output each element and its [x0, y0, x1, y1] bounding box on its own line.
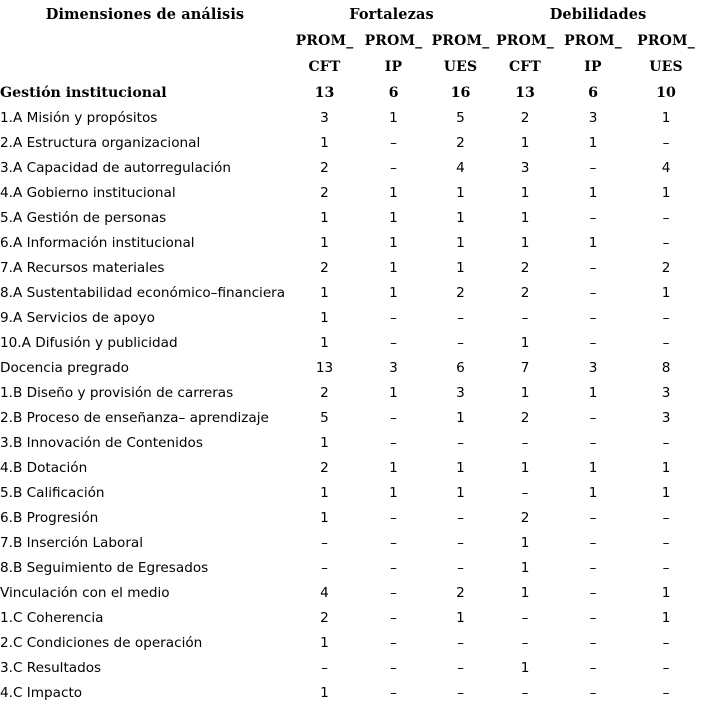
row-value: 1 [389, 184, 398, 201]
row-value: – [457, 434, 464, 451]
row-value: – [589, 259, 597, 276]
row-value: 1 [588, 184, 598, 201]
table-body [0, 80, 703, 705]
row-value: 6 [588, 84, 598, 101]
row-value: 5 [456, 109, 465, 126]
row-label: Docencia pregrado [0, 359, 129, 376]
row-value: – [390, 559, 397, 576]
row-label: 3.B Innovación de Contenidos [0, 434, 203, 451]
row-value: – [521, 609, 529, 626]
row-value: 16 [450, 84, 471, 101]
row-value: – [662, 234, 670, 251]
row-value: – [662, 309, 670, 326]
table-row [0, 405, 703, 430]
row-value: – [589, 634, 597, 651]
row-value: 1 [320, 434, 329, 451]
table-row [0, 505, 703, 530]
row-label: 1.A Misión y propósitos [0, 109, 158, 126]
row-value: 1 [588, 459, 598, 476]
row-value: 1 [661, 609, 671, 626]
row-value: 1 [661, 459, 671, 476]
row-value: – [589, 534, 597, 551]
row-value: 1 [320, 234, 329, 251]
row-value: 2 [320, 609, 329, 626]
row-value: 1 [520, 334, 530, 351]
table-header [0, 0, 703, 80]
table-row [0, 255, 703, 280]
row-value: 1 [520, 659, 530, 676]
row-value: 3 [661, 384, 671, 401]
table-row [0, 105, 703, 130]
table-row [0, 605, 703, 630]
subheader-fortalezas-ues-line2: UES [443, 59, 478, 75]
row-value: 3 [588, 109, 598, 126]
row-value: – [390, 609, 397, 626]
row-value: 2 [320, 459, 329, 476]
row-value: – [589, 434, 597, 451]
row-value: 8 [661, 359, 671, 376]
row-value: 1 [389, 459, 398, 476]
table-row [0, 480, 703, 505]
row-value: – [521, 309, 529, 326]
row-label: 6.A Información institucional [0, 234, 195, 251]
row-value: – [589, 684, 597, 701]
row-value: 13 [314, 84, 335, 101]
row-label: 1.B Diseño y provisión de carreras [0, 384, 234, 401]
row-value: – [589, 609, 597, 626]
row-value: – [390, 634, 397, 651]
row-value: 7 [520, 359, 530, 376]
row-value: – [457, 634, 464, 651]
row-value: – [589, 284, 597, 301]
row-value: 2 [456, 284, 465, 301]
subheader-debilidades-cft-line2: CFT [508, 59, 542, 75]
table-row [0, 180, 703, 205]
row-value: 3 [456, 384, 465, 401]
row-value: – [457, 534, 464, 551]
row-value: 1 [520, 534, 530, 551]
row-value: 1 [456, 409, 465, 426]
row-value: 1 [661, 484, 671, 501]
row-value: – [589, 209, 597, 226]
row-value: – [662, 334, 670, 351]
row-value: – [457, 659, 464, 676]
row-value: – [457, 684, 464, 701]
row-value: 1 [389, 234, 398, 251]
row-value: 1 [661, 109, 671, 126]
row-value: – [589, 409, 597, 426]
row-label: 4.C Impacto [0, 684, 83, 701]
header-subcolumn-row-line1 [0, 28, 703, 54]
row-value: – [321, 559, 328, 576]
row-label: 2.A Estructura organizacional [0, 134, 201, 151]
row-value: 3 [320, 109, 329, 126]
row-value: 1 [520, 459, 530, 476]
row-value: 4 [661, 159, 671, 176]
row-value: – [457, 509, 464, 526]
header-spacer-line2 [0, 54, 290, 80]
row-label: 2.C Condiciones de operación [0, 634, 203, 651]
table-row [0, 280, 703, 305]
row-value: 1 [389, 284, 398, 301]
row-value: 4 [456, 159, 465, 176]
table-row [0, 205, 703, 230]
row-value: 2 [320, 184, 329, 201]
row-value: – [662, 134, 670, 151]
row-label: 8.B Seguimiento de Egresados [0, 559, 209, 576]
subheader-debilidades-ues-line2: UES [649, 59, 683, 75]
row-value: – [662, 209, 670, 226]
row-value: 5 [320, 409, 329, 426]
row-value: – [662, 559, 670, 576]
row-value: 1 [389, 384, 398, 401]
table-row [0, 155, 703, 180]
subheader-fortalezas-ues-line1: PROM_ [431, 33, 490, 49]
row-value: 3 [588, 359, 598, 376]
row-value: – [662, 659, 670, 676]
row-value: 4 [320, 584, 329, 601]
row-value: – [589, 659, 597, 676]
row-value: – [521, 484, 529, 501]
row-label: 8.A Sustentabilidad económico–financiera [0, 284, 286, 301]
row-value: – [589, 334, 597, 351]
table-row [0, 580, 703, 605]
row-value: – [390, 334, 397, 351]
row-value: 2 [520, 284, 530, 301]
row-value: 10 [656, 84, 676, 101]
subheader-fortalezas-cft-line1: PROM_ [295, 33, 354, 49]
row-value: 1 [520, 184, 530, 201]
row-label: 6.B Progresión [0, 509, 99, 526]
row-value: 1 [320, 309, 329, 326]
row-value: 1 [520, 384, 530, 401]
row-value: 1 [520, 584, 530, 601]
header-spacer-line1 [0, 28, 290, 54]
subheader-fortalezas-ip-line2: IP [384, 59, 403, 75]
row-label: 2.B Proceso de enseñanza– aprendizaje [0, 409, 269, 426]
row-label: 1.C Coherencia [0, 609, 104, 626]
row-value: 13 [515, 84, 535, 101]
row-value: 1 [320, 484, 329, 501]
row-value: 1 [520, 559, 530, 576]
subheader-debilidades-ip-line2: IP [584, 59, 602, 75]
table-row [0, 380, 703, 405]
row-value: 3 [389, 359, 398, 376]
row-label: 5.A Gestión de personas [0, 209, 167, 226]
row-value: 1 [320, 684, 329, 701]
row-value: 1 [389, 209, 398, 226]
row-value: – [662, 509, 670, 526]
row-value: 1 [456, 484, 465, 501]
row-label: 9.A Servicios de apoyo [0, 309, 155, 326]
row-value: – [390, 309, 397, 326]
table-row [0, 630, 703, 655]
subheader-debilidades-ip-line1: PROM_ [564, 33, 622, 49]
row-value: 1 [456, 184, 465, 201]
row-value: 1 [456, 609, 465, 626]
row-label: 4.B Dotación [0, 459, 88, 476]
row-value: – [521, 684, 529, 701]
row-value: 1 [320, 134, 329, 151]
row-value: 1 [320, 209, 329, 226]
row-value: 1 [588, 234, 598, 251]
row-value: – [321, 534, 328, 551]
row-value: 2 [456, 134, 465, 151]
row-label: 5.B Calificación [0, 484, 105, 501]
row-value: – [390, 434, 397, 451]
table-row [0, 130, 703, 155]
row-value: 1 [520, 234, 530, 251]
row-value: 2 [520, 109, 530, 126]
dimensions-header: Dimensiones de análisis [45, 5, 245, 23]
table-row [0, 655, 703, 680]
table-row [0, 305, 703, 330]
row-value: 13 [315, 359, 334, 376]
table-row [0, 80, 703, 105]
row-value: – [457, 559, 464, 576]
row-value: – [390, 509, 397, 526]
table-row [0, 430, 703, 455]
row-value: 1 [661, 584, 671, 601]
row-value: 6 [388, 84, 399, 101]
row-value: – [457, 309, 464, 326]
table-row [0, 555, 703, 580]
row-value: 3 [661, 409, 671, 426]
row-value: 1 [456, 234, 465, 251]
row-label: 3.A Capacidad de autorregulación [0, 159, 231, 176]
row-value: – [589, 559, 597, 576]
row-value: – [662, 434, 670, 451]
row-value: 3 [520, 159, 530, 176]
row-value: – [589, 509, 597, 526]
row-value: 1 [661, 284, 671, 301]
row-value: 2 [661, 259, 671, 276]
subheader-debilidades-cft-line1: PROM_ [496, 33, 554, 49]
row-label: 4.A Gobierno institucional [0, 184, 176, 201]
row-value: – [589, 159, 597, 176]
row-value: – [390, 684, 397, 701]
row-value: – [521, 634, 529, 651]
row-value: 6 [456, 359, 465, 376]
row-value: 1 [389, 259, 398, 276]
row-value: 1 [588, 134, 598, 151]
row-value: 1 [588, 484, 598, 501]
row-value: – [589, 584, 597, 601]
row-value: – [662, 534, 670, 551]
row-value: – [390, 584, 397, 601]
table-row [0, 355, 703, 380]
row-value: – [662, 684, 670, 701]
row-label: Vinculación con el medio [0, 584, 170, 601]
row-value: 1 [320, 284, 329, 301]
header-group-row [0, 0, 703, 28]
row-value: 1 [389, 484, 398, 501]
row-label: 7.B Inserción Laboral [0, 534, 144, 551]
row-value: 1 [389, 109, 398, 126]
table-row [0, 530, 703, 555]
group-header-fortalezas: Fortalezas [349, 5, 434, 23]
row-value: 2 [320, 384, 329, 401]
row-value: 1 [320, 509, 329, 526]
row-value: 2 [520, 259, 530, 276]
row-value: 1 [456, 259, 465, 276]
row-value: – [457, 334, 464, 351]
row-value: 2 [320, 259, 329, 276]
row-value: 2 [320, 159, 329, 176]
table-row [0, 680, 703, 705]
row-value: – [390, 534, 397, 551]
row-label: 10.A Difusión y publicidad [0, 334, 178, 351]
row-label: 3.C Resultados [0, 659, 102, 676]
row-value: 1 [456, 209, 465, 226]
row-value: 1 [520, 134, 530, 151]
row-value: 2 [520, 409, 530, 426]
header-subcolumn-row-line2 [0, 54, 703, 80]
row-value: – [390, 659, 397, 676]
subheader-debilidades-ues-line1: PROM_ [637, 33, 695, 49]
row-value: – [390, 134, 397, 151]
row-value: 2 [520, 509, 530, 526]
row-value: 1 [456, 459, 465, 476]
row-label: 7.A Recursos materiales [0, 259, 165, 276]
row-value: 1 [661, 184, 671, 201]
row-value: 1 [588, 384, 598, 401]
row-value: 1 [520, 209, 530, 226]
row-label: Gestión institucional [0, 84, 167, 101]
table-row [0, 330, 703, 355]
table-row [0, 455, 703, 480]
row-value: 2 [456, 584, 465, 601]
row-value: – [589, 309, 597, 326]
subheader-fortalezas-ip-line1: PROM_ [364, 33, 423, 49]
subheader-fortalezas-cft-line2: CFT [308, 59, 341, 75]
table-row [0, 230, 703, 255]
row-value: – [321, 659, 328, 676]
row-value: 1 [320, 334, 329, 351]
row-value: – [521, 434, 529, 451]
row-value: – [390, 409, 397, 426]
group-header-debilidades: Debilidades [549, 5, 647, 23]
row-value: – [390, 159, 397, 176]
row-value: 1 [320, 634, 329, 651]
row-value: – [662, 634, 670, 651]
